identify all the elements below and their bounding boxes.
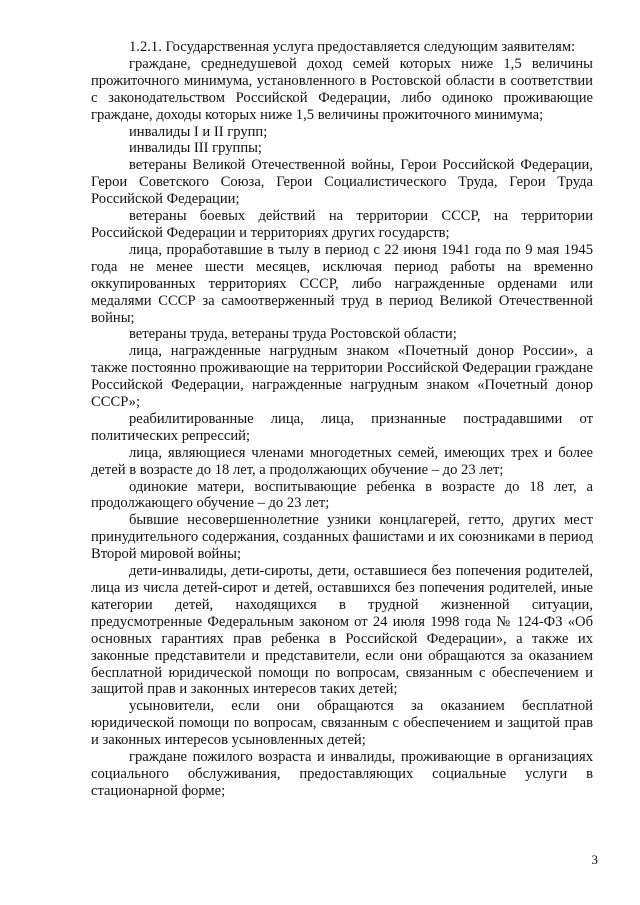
applicant-category-former-prisoners: бывшие несовершеннолетние узники концлагерей, гетто, других мест принудительного содержания, созданных фашистами и их союзниками в период Второй мировой войны;: [91, 512, 593, 563]
applicant-category-single-mothers: одинокие матери, воспитывающие ребенка в возрасте до 18 лет, а продолжающего обучение – до 23 лет;: [91, 478, 593, 512]
applicant-category-honorary-donors: лица, награжденные нагрудным знаком «Почетный донор России», а также постоянно проживающие на территории Российской Федерации граждане Российской Федерации, награжденные нагрудным знаком «Почетный донор СССР»;: [91, 343, 593, 411]
applicant-category-elderly-in-care: граждане пожилого возраста и инвалиды, проживающие в организациях социального обслуживания, предоставляющих социальные услуги в стационарной форме;: [91, 749, 593, 799]
applicant-category-children: дети-инвалиды, дети-сироты, дети, оставшиеся без попечения родителей, лица из числа детей-сирот и детей, оставшихся без попечения родителей, иные категории детей, находящихся в трудной жизненной ситуации, предусмотренные Федеральным законом от 24 июля 1998 года № 124-ФЗ «Об основных гарантиях прав ребенка в Российской Федерации», а также их законные представители и представители, если они обращаются за оказанием бесплатной юридической помощи по вопросам, связанным с обеспечением и защитой прав и законных интересов таких детей;: [91, 563, 593, 698]
applicant-category-rehabilitated: реабилитированные лица, лица, признанные пострадавшими от политических репрессий;: [91, 410, 593, 444]
page-number: 3: [591, 852, 598, 867]
applicant-category-disabled-3: инвалиды III группы;: [129, 140, 262, 157]
applicant-category-adoptive-parents: усыновители, если они обращаются за оказанием бесплатной юридической помощи по вопросам, связанным с обеспечением и защитой прав и законных интересов усыновленных детей;: [91, 698, 593, 749]
applicant-category-combat-veterans: ветераны боевых действий на территории СССР, на территории Российской Федерации и территориях других государств;: [91, 208, 593, 241]
applicant-category-home-front-workers: лица, проработавшие в тылу в период с 22 июня 1941 года по 9 мая 1945 года не менее шести месяцев, исключая период работы на временно оккупированных территориях СССР, либо награжденные орденами или медалями СССР за самоотверженный труд в период Великой Отечественной войны;: [91, 241, 593, 326]
applicant-category-war-veterans-heroes: ветераны Великой Отечественной войны, Герои Российской Федерации, Герои Советского Союза, Герои Социалистического Труда, Герои Труда Российской Федерации;: [91, 157, 593, 208]
document-body: [91, 39, 593, 800]
applicant-category-large-families: лица, являющиеся членами многодетных семей, имеющих трех и более детей в возрасте до 18 лет, а продолжающих обучение – до 23 лет;: [91, 444, 593, 478]
section-heading-paragraph: 1.2.1. Государственная услуга предоставляется следующим заявителям:: [129, 39, 576, 55]
applicant-category-disabled-1-2: инвалиды I и II групп;: [129, 123, 268, 140]
applicant-category-low-income: граждане, среднедушевой доход семей которых ниже 1,5 величины прожиточного минимума, установленного в Ростовской области в соответствии с законодательством Российской Федерации, либо одиноко проживающие граждане, доходы которых ниже 1,5 величины прожиточного минимума;: [91, 55, 593, 123]
applicant-category-labor-veterans: ветераны труда, ветераны труда Ростовской области;: [129, 326, 457, 343]
